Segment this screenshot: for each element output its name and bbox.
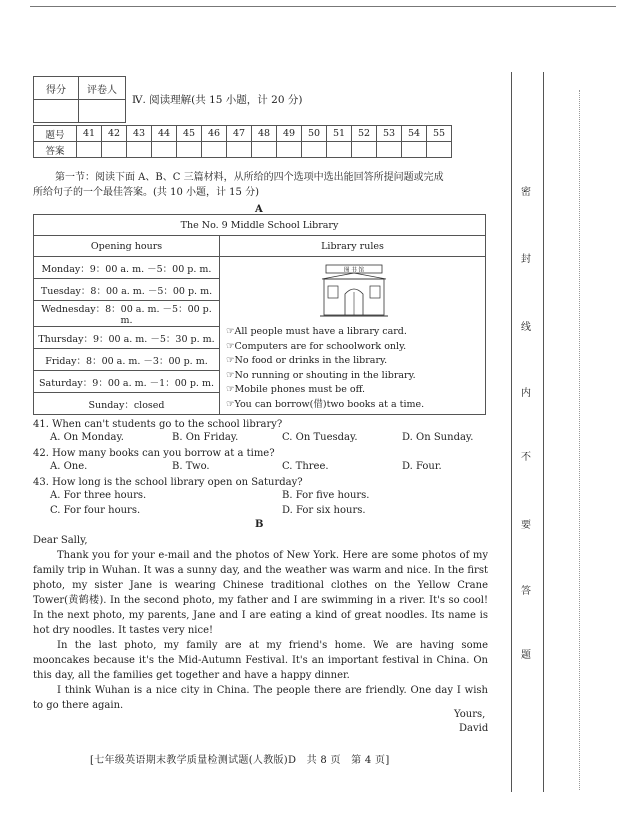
binding-dotted-line — [579, 90, 580, 790]
side-char: 答 — [521, 586, 531, 597]
page-footer: [七年级英语期末教学质量检测试题(人教版)D 共 8 页 第 4 页] — [90, 755, 390, 766]
library-sign-text: 图 书 馆 — [344, 267, 364, 274]
question-number: 44 — [152, 126, 177, 142]
answer-box[interactable] — [302, 142, 327, 158]
rule-item: ☞All people must have a library card. — [226, 326, 407, 337]
passage-a-label: A — [255, 204, 263, 215]
question-43-stem: 43. How long is the school library open on Saturday? — [33, 477, 303, 488]
instructions-line-2: 所给句子的一个最佳答案。(共 10 小题，计 15 分) — [33, 187, 259, 198]
question-number: 50 — [302, 126, 327, 142]
library-rules-header: Library rules — [220, 236, 486, 257]
rule-item: ☞Computers are for schoolwork only. — [226, 340, 407, 352]
q42-option-b[interactable]: B. Two. — [172, 461, 210, 472]
q42-option-d[interactable]: D. Four. — [402, 461, 442, 472]
question-number: 47 — [227, 126, 252, 142]
q41-option-b[interactable]: B. On Friday. — [172, 432, 239, 443]
answer-box[interactable] — [252, 142, 277, 158]
answer-box[interactable] — [127, 142, 152, 158]
score-label: 得分 — [34, 77, 79, 100]
answer-box[interactable] — [427, 142, 452, 158]
side-char: 题 — [521, 650, 531, 661]
side-char: 密 — [521, 187, 531, 198]
q43-option-b[interactable]: B. For five hours. — [282, 490, 370, 501]
side-char: 线 — [521, 322, 531, 333]
answer-box[interactable] — [152, 142, 177, 158]
question-number: 45 — [177, 126, 202, 142]
question-number: 54 — [402, 126, 427, 142]
hours-tuesday: Tuesday：8：00 a. m. －5：00 p. m. — [34, 279, 220, 301]
question-number: 53 — [377, 126, 402, 142]
library-building-icon — [318, 262, 390, 318]
answer-box[interactable] — [402, 142, 427, 158]
answer-box[interactable] — [177, 142, 202, 158]
hours-saturday: Saturday：9：00 a. m. －1：00 p. m. — [34, 371, 220, 393]
q41-option-a[interactable]: A. On Monday. — [50, 432, 124, 443]
question-41-stem: 41. When can't students go to the school library? — [33, 419, 283, 430]
grader-label: 评卷人 — [79, 77, 126, 100]
letter-paragraph-1: Thank you for your e-mail and the photos of New York. Here are some photos of my family trip in Wuhan. It was a sunny day, and the weather was warm and nice. In the first photo, my sister Jane is wearing Chinese traditional clothes on the Yellow Crane Tower(黄鹤楼). In the second photo, my father and I are swimming in a river. It's so cool! In the next photo, my parents, Jane and I are eating a kind of great noodles. Its name is hot dry noodles. It tastes very nice! — [33, 550, 488, 636]
passage-b-label: B — [255, 519, 264, 530]
question-number: 52 — [352, 126, 377, 142]
q43-option-d[interactable]: D. For six hours. — [282, 505, 366, 516]
answer-box[interactable] — [77, 142, 102, 158]
answer-box[interactable] — [277, 142, 302, 158]
letter-closing: Yours, — [454, 709, 486, 720]
hours-wednesday: Wednesday：8：00 a. m. －5：00 p. m. — [34, 301, 220, 327]
section-title: Ⅳ. 阅读理解(共 15 小题，计 20 分) — [132, 94, 303, 106]
side-char: 封 — [521, 254, 531, 265]
hours-sunday: Sunday：closed — [34, 393, 220, 415]
question-number: 43 — [127, 126, 152, 142]
letter-signature: David — [459, 723, 489, 734]
rule-item: ☞Mobile phones must be off. — [226, 384, 366, 395]
binding-line-left — [511, 72, 512, 792]
side-char: 要 — [521, 520, 531, 531]
hours-friday: Friday：8：00 a. m. －3：00 p. m. — [34, 349, 220, 371]
question-42-stem: 42. How many books can you borrow at a time? — [33, 448, 275, 459]
score-table — [33, 76, 126, 123]
letter-body — [33, 533, 488, 713]
instructions-line-1: 第一节：阅读下面 A、B、C 三篇材料，从所给的四个选项中选出能回答所提问题或完成 — [55, 172, 444, 183]
answer-box[interactable] — [377, 142, 402, 158]
question-number: 42 — [102, 126, 127, 142]
hours-thursday: Thursday：9：00 a. m. －5：30 p. m. — [34, 327, 220, 349]
answer-box[interactable] — [202, 142, 227, 158]
rule-item: ☞You can borrow(借)two books at a time. — [226, 398, 425, 410]
answer-label: 答案 — [34, 142, 77, 158]
q42-option-c[interactable]: C. Three. — [282, 461, 329, 472]
rule-item: ☞No running or shouting in the library. — [226, 369, 416, 381]
question-number: 55 — [427, 126, 452, 142]
q42-option-a[interactable]: A. One. — [50, 461, 88, 472]
letter-greeting: Dear Sally, — [33, 535, 88, 546]
answer-box[interactable] — [227, 142, 252, 158]
hours-monday: Monday：9：00 a. m. －5：00 p. m. — [34, 257, 220, 279]
letter-paragraph-2: In the last photo, my family are at my friend's home. We are having some mooncakes because it's the Mid-Autumn Festival. It's an important festival in China. On this day, all the families get together and have a happy dinner. — [33, 640, 488, 681]
question-number: 49 — [277, 126, 302, 142]
q41-option-d[interactable]: D. On Sunday. — [402, 432, 474, 443]
question-number: 41 — [77, 126, 102, 142]
letter-paragraph-3: I think Wuhan is a nice city in China. The people there are friendly. One day I wish to go there again. — [33, 685, 488, 711]
answer-box[interactable] — [327, 142, 352, 158]
library-title: The No. 9 Middle School Library — [34, 215, 486, 236]
score-box[interactable] — [34, 100, 79, 123]
q43-option-c[interactable]: C. For four hours. — [50, 505, 141, 516]
opening-hours-header: Opening hours — [34, 236, 220, 257]
question-number: 51 — [327, 126, 352, 142]
top-rule — [30, 6, 616, 7]
library-table — [33, 214, 486, 415]
answer-table — [33, 125, 452, 158]
question-number-label: 题号 — [34, 126, 77, 142]
q41-option-c[interactable]: C. On Tuesday. — [282, 432, 358, 443]
side-char: 不 — [521, 452, 531, 463]
q43-option-a[interactable]: A. For three hours. — [50, 490, 147, 501]
question-number: 48 — [252, 126, 277, 142]
answer-box[interactable] — [352, 142, 377, 158]
side-char: 内 — [521, 388, 531, 399]
rule-item: ☞No food or drinks in the library. — [226, 355, 388, 366]
answer-box[interactable] — [102, 142, 127, 158]
grader-box[interactable] — [79, 100, 126, 123]
question-number: 46 — [202, 126, 227, 142]
binding-line-right — [543, 72, 544, 792]
